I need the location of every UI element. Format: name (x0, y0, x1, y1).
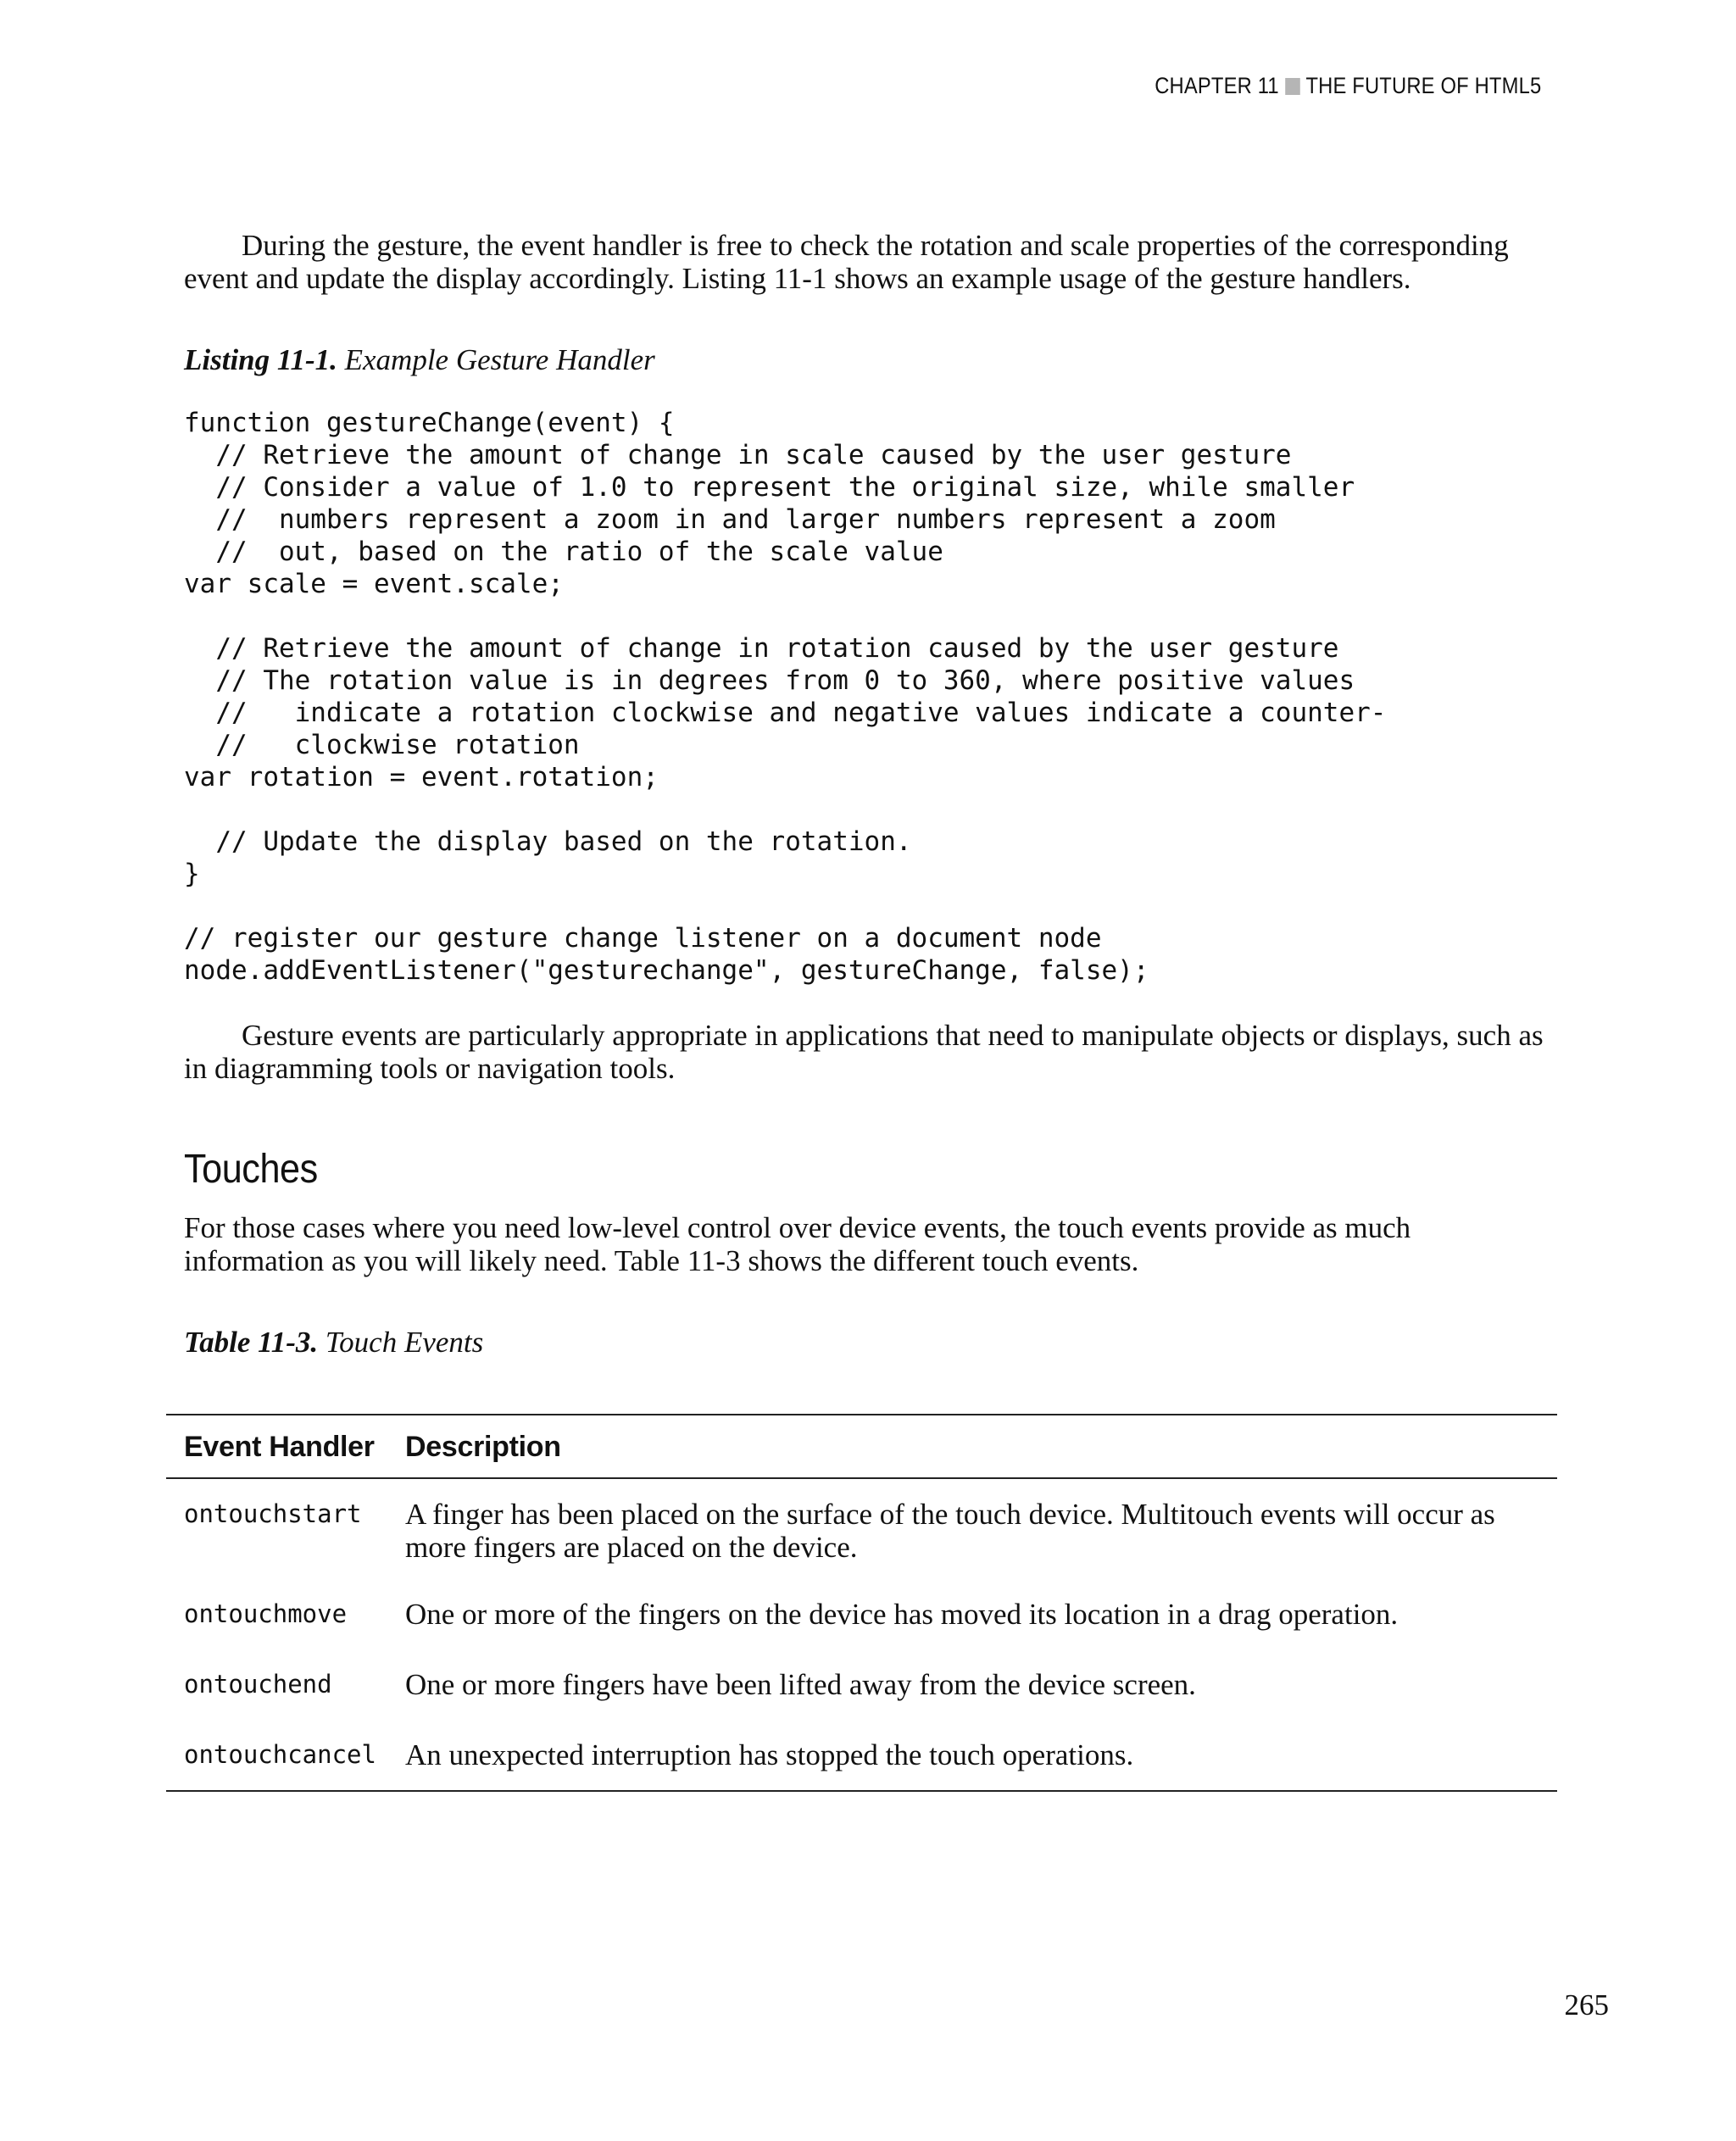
table-row (166, 1668, 1557, 1738)
column-header-description: Description (405, 1415, 1557, 1478)
chapter-label: CHAPTER 11 (1154, 73, 1279, 98)
page-content (184, 229, 1557, 1360)
description-cell: One or more fingers have been lifted away from the device screen. (405, 1668, 1196, 1701)
page-number: 265 (1564, 1988, 1609, 2021)
description-cell: A finger has been placed on the surface of the touch device. Multitouch events will occur as more fingers are placed on the device. (405, 1498, 1495, 1564)
code-listing: function gestureChange(event) { // Retrieve the amount of change in scale caused by the user gesture // Consider a value of 1.0 to represent the original size, while smaller // numbers represent a zoom in and larger numbers represent a zoom // out, based on the ratio of the scale value var scale = event.scale; // Retrieve the amount of change in rotation caused by the user gesture // The rotation value is in degrees from 0 to 360, where positive values // indicate a rotation clockwise and negative values indicate a counter- // clockwise rotation var rotation = event.rotation; // Update the display based on the rotation. } // register our gesture change listener on a document node node.addEventListener("gesturechange", gestureChange, false); (184, 408, 1387, 986)
running-header (1155, 73, 1541, 99)
chapter-title: THE FUTURE OF HTML5 (1305, 73, 1541, 98)
header-separator-square (1284, 78, 1299, 95)
table-row (166, 1478, 1557, 1598)
table-caption (184, 1326, 1557, 1360)
section-heading: Touches (184, 1147, 318, 1192)
touches-paragraph: For those cases where you need low-level control over device events, the touch events provide as much information as you will likely need. Table 11-3 shows the different touch events. (184, 1211, 1411, 1277)
touch-events-table (166, 1414, 1557, 1792)
listing-caption (184, 343, 1557, 377)
column-header-event-handler: Event Handler (166, 1415, 405, 1478)
intro-paragraph: During the gesture, the event handler is free to check the rotation and scale properties of the corresponding event and update the display accordingly. Listing 11-1 shows an example usage of the gesture handlers. (184, 229, 1509, 295)
event-handler-cell: ontouchend (184, 1670, 332, 1699)
description-cell: An unexpected interruption has stopped the touch operations. (405, 1738, 1557, 1791)
event-handler-cell: ontouchmove (184, 1599, 348, 1628)
description-cell: One or more of the fingers on the device has moved its location in a drag operation. (405, 1598, 1399, 1631)
table-label: Table 11-3. (184, 1326, 319, 1359)
listing-title: Example Gesture Handler (344, 343, 655, 376)
table-header-row (166, 1415, 1557, 1478)
event-handler-cell: ontouchcancel (166, 1738, 405, 1791)
gesture-paragraph: Gesture events are particularly appropriate in applications that need to manipulate objects or displays, such as in diagramming tools or navigation tools. (184, 1019, 1544, 1085)
event-handler-cell: ontouchstart (184, 1499, 362, 1528)
table-row (166, 1598, 1557, 1668)
listing-label: Listing 11-1. (184, 343, 337, 376)
table-row (166, 1738, 1557, 1791)
table-title: Touch Events (325, 1326, 484, 1359)
